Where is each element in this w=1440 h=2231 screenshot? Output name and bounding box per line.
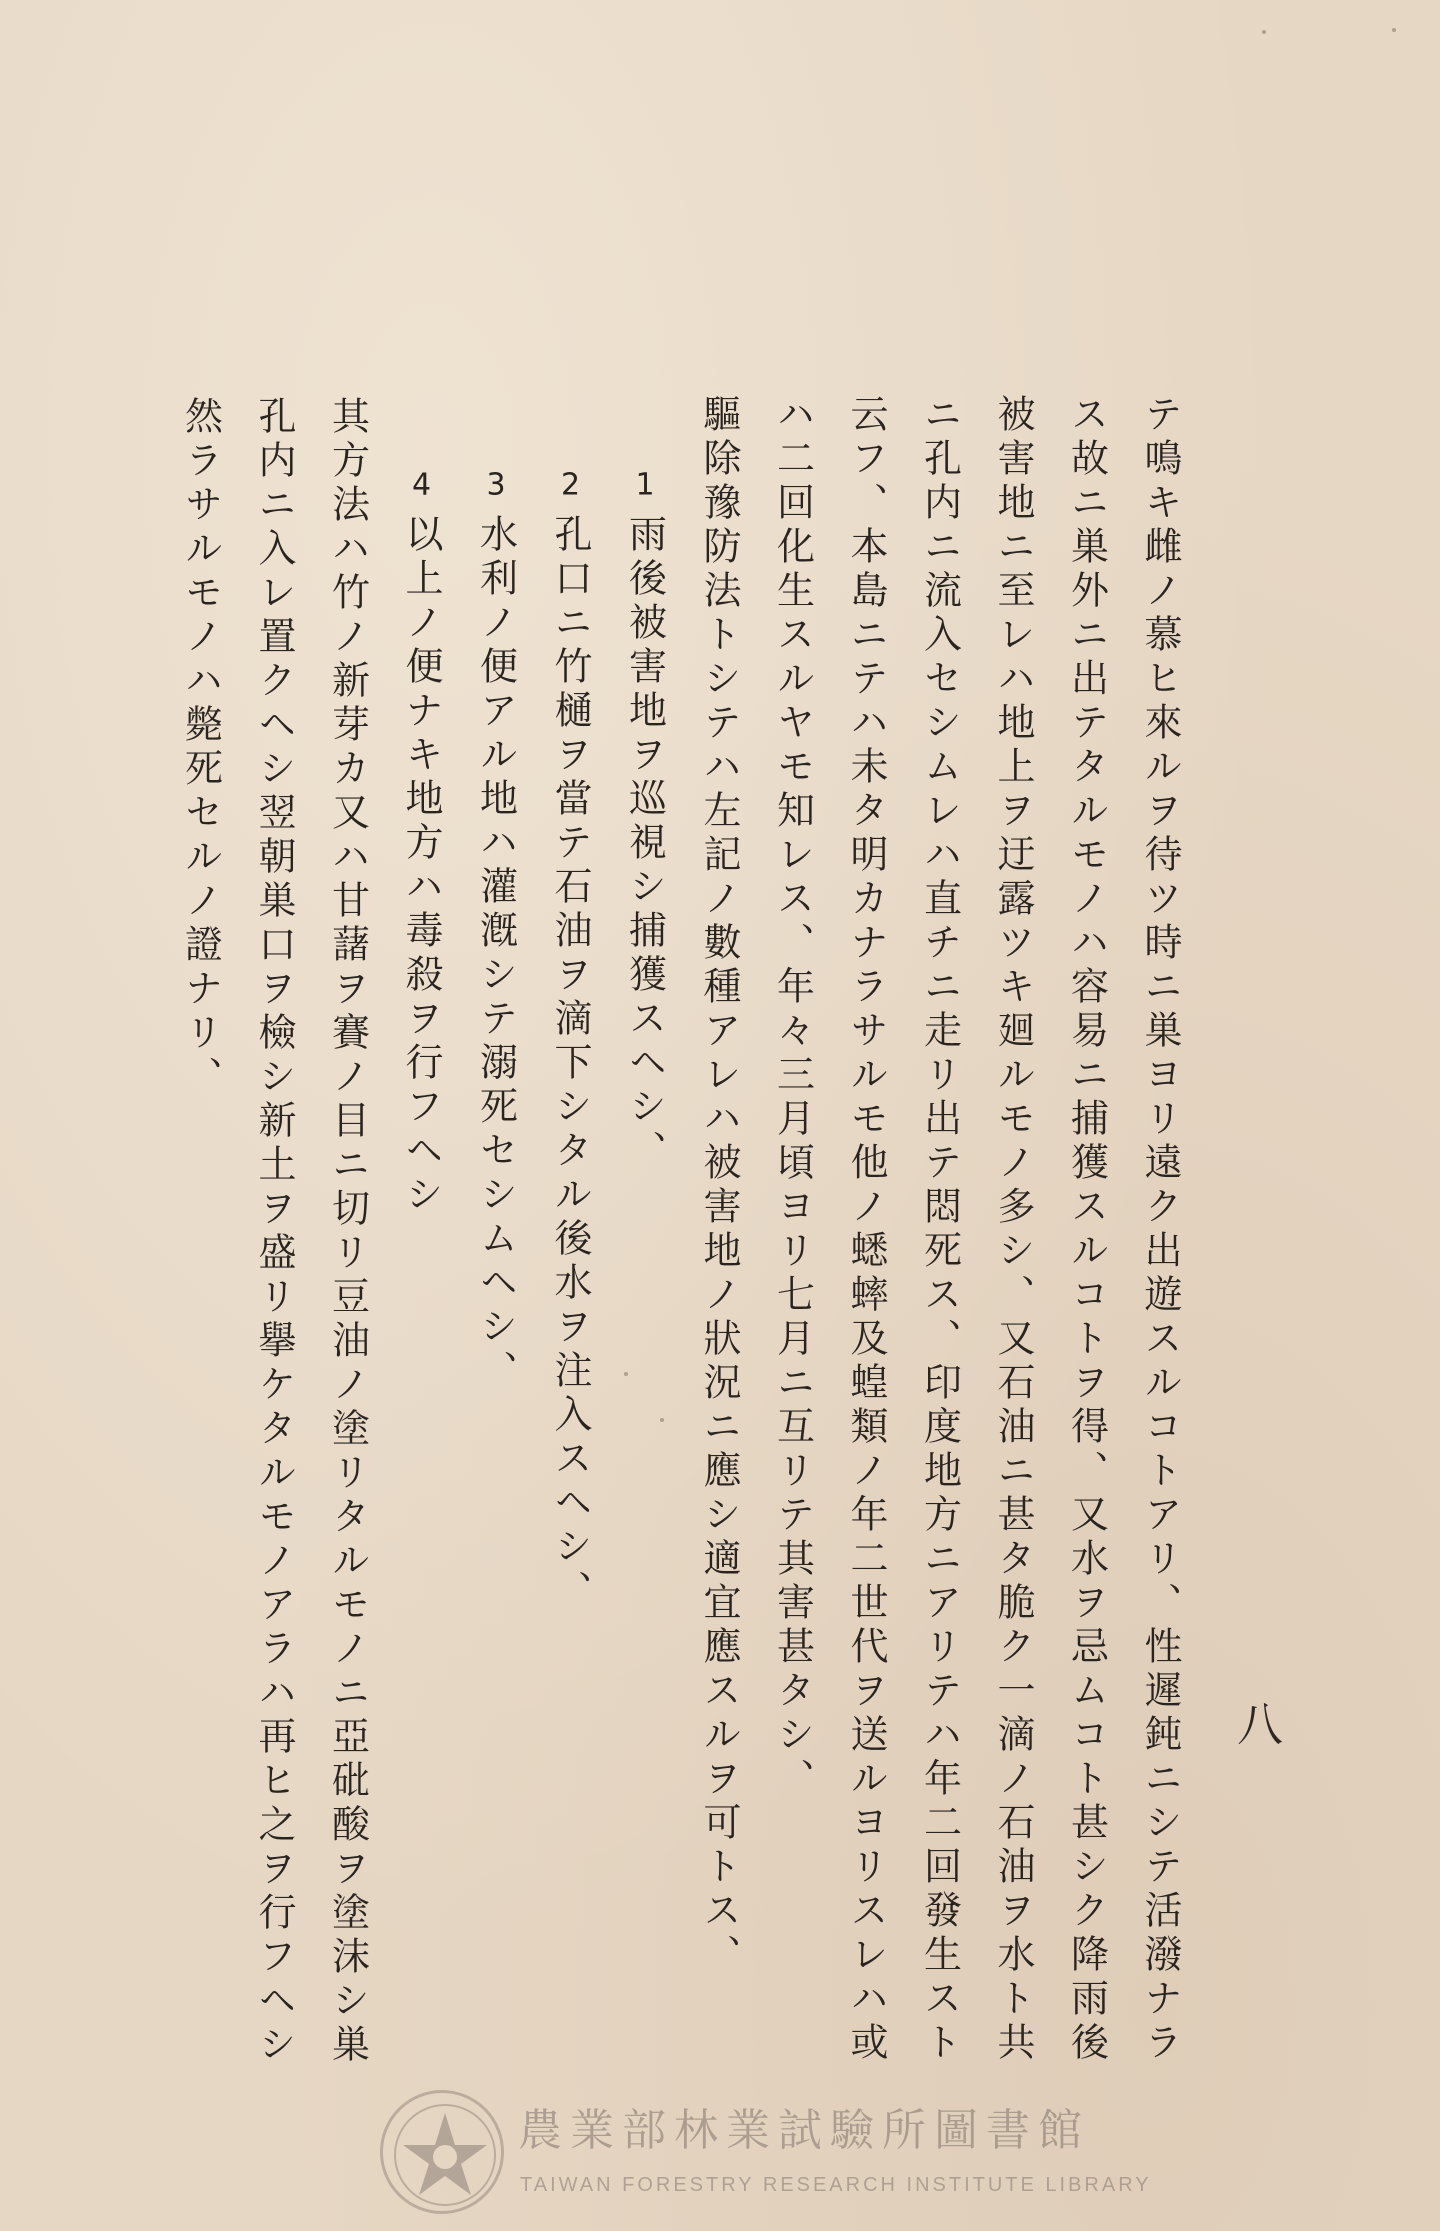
- watermark-chinese: 農業部林業試驗所圖書館: [518, 2105, 1090, 2156]
- list-item-number: 1: [635, 470, 655, 500]
- closing-paragraph: 其方法ハ竹ノ新芽カ又ハ甘藷ヲ賽ノ目ニ切リ豆油ノ塗リタルモノニ亞砒酸ヲ塗沫シ巣孔内ニ入レ置クヘシ翌朝巣口ヲ檢シ新土ヲ盛リ擧ケタルモノアラハ再ヒ之ヲ行フヘシ然ラサルモノハ斃死セルノ證ナリ、: [178, 396, 370, 2068]
- list-item-number: 4: [411, 470, 432, 500]
- library-watermark: [380, 2090, 1152, 2220]
- paragraph: テ鳴キ雌ノ慕ヒ來ルヲ待ツ時ニ巣ヨリ遠ク出遊スルコトアリ、性遲鈍ニシテ活潑ナラス故ニ巣外ニ出テタルモノハ容易ニ捕獲スルコトヲ得、又水ヲ忌ムコト甚シク降雨後被害地ニ至レハ地上ヲ迂露ツキ廻ルモノ多シ、又石油ニ甚タ脆ク一滴ノ石油ヲ水ト共ニ孔内ニ流入セシムレハ直チニ走リ出テ悶死ス、印度地方ニアリテハ年二回發生スト云フ、本島ニテハ未タ明カナラサルモ他ノ蟋蟀及蝗類ノ年二世代ヲ送ルヨリスレハ或ハ二回化生スルヤモ知レス、年々三月頃ヨリ七月ニ互リテ其害甚タシ、: [770, 394, 1182, 2066]
- list-item-text: 水利ノ便アル地ハ灌漑シテ溺死セシムヘシ、: [473, 514, 518, 1394]
- star-seal-icon: [380, 2090, 504, 2214]
- list-item: [607, 394, 682, 2094]
- page-number: 八: [1230, 1700, 1284, 1746]
- list-item-number: 3: [486, 470, 506, 500]
- list-item-text: 以上ノ便ナキ地方ハ毒殺ヲ行フヘシ: [399, 514, 443, 1218]
- watermark-english: TAIWAN FORESTRY RESEARCH INSTITUTE LIBRARY: [520, 2174, 1152, 2196]
- list-item-text: 雨後被害地ヲ巡視シ捕獲スヘシ、: [622, 514, 667, 1174]
- list-item: [384, 394, 459, 2094]
- paragraph: 驅除豫防法トシテハ左記ノ數種アレハ被害地ノ狀況ニ應シ適宜應スルヲ可トス、: [697, 394, 741, 1978]
- list-item-text: 孔口ニ竹樋ヲ當テ石油ヲ滴下シタル後水ヲ注入スヘシ、: [548, 514, 592, 1614]
- list-item-number: 2: [560, 470, 581, 500]
- body-text: [163, 394, 1196, 2094]
- list-item: [533, 394, 608, 2094]
- list-item: [458, 394, 533, 2094]
